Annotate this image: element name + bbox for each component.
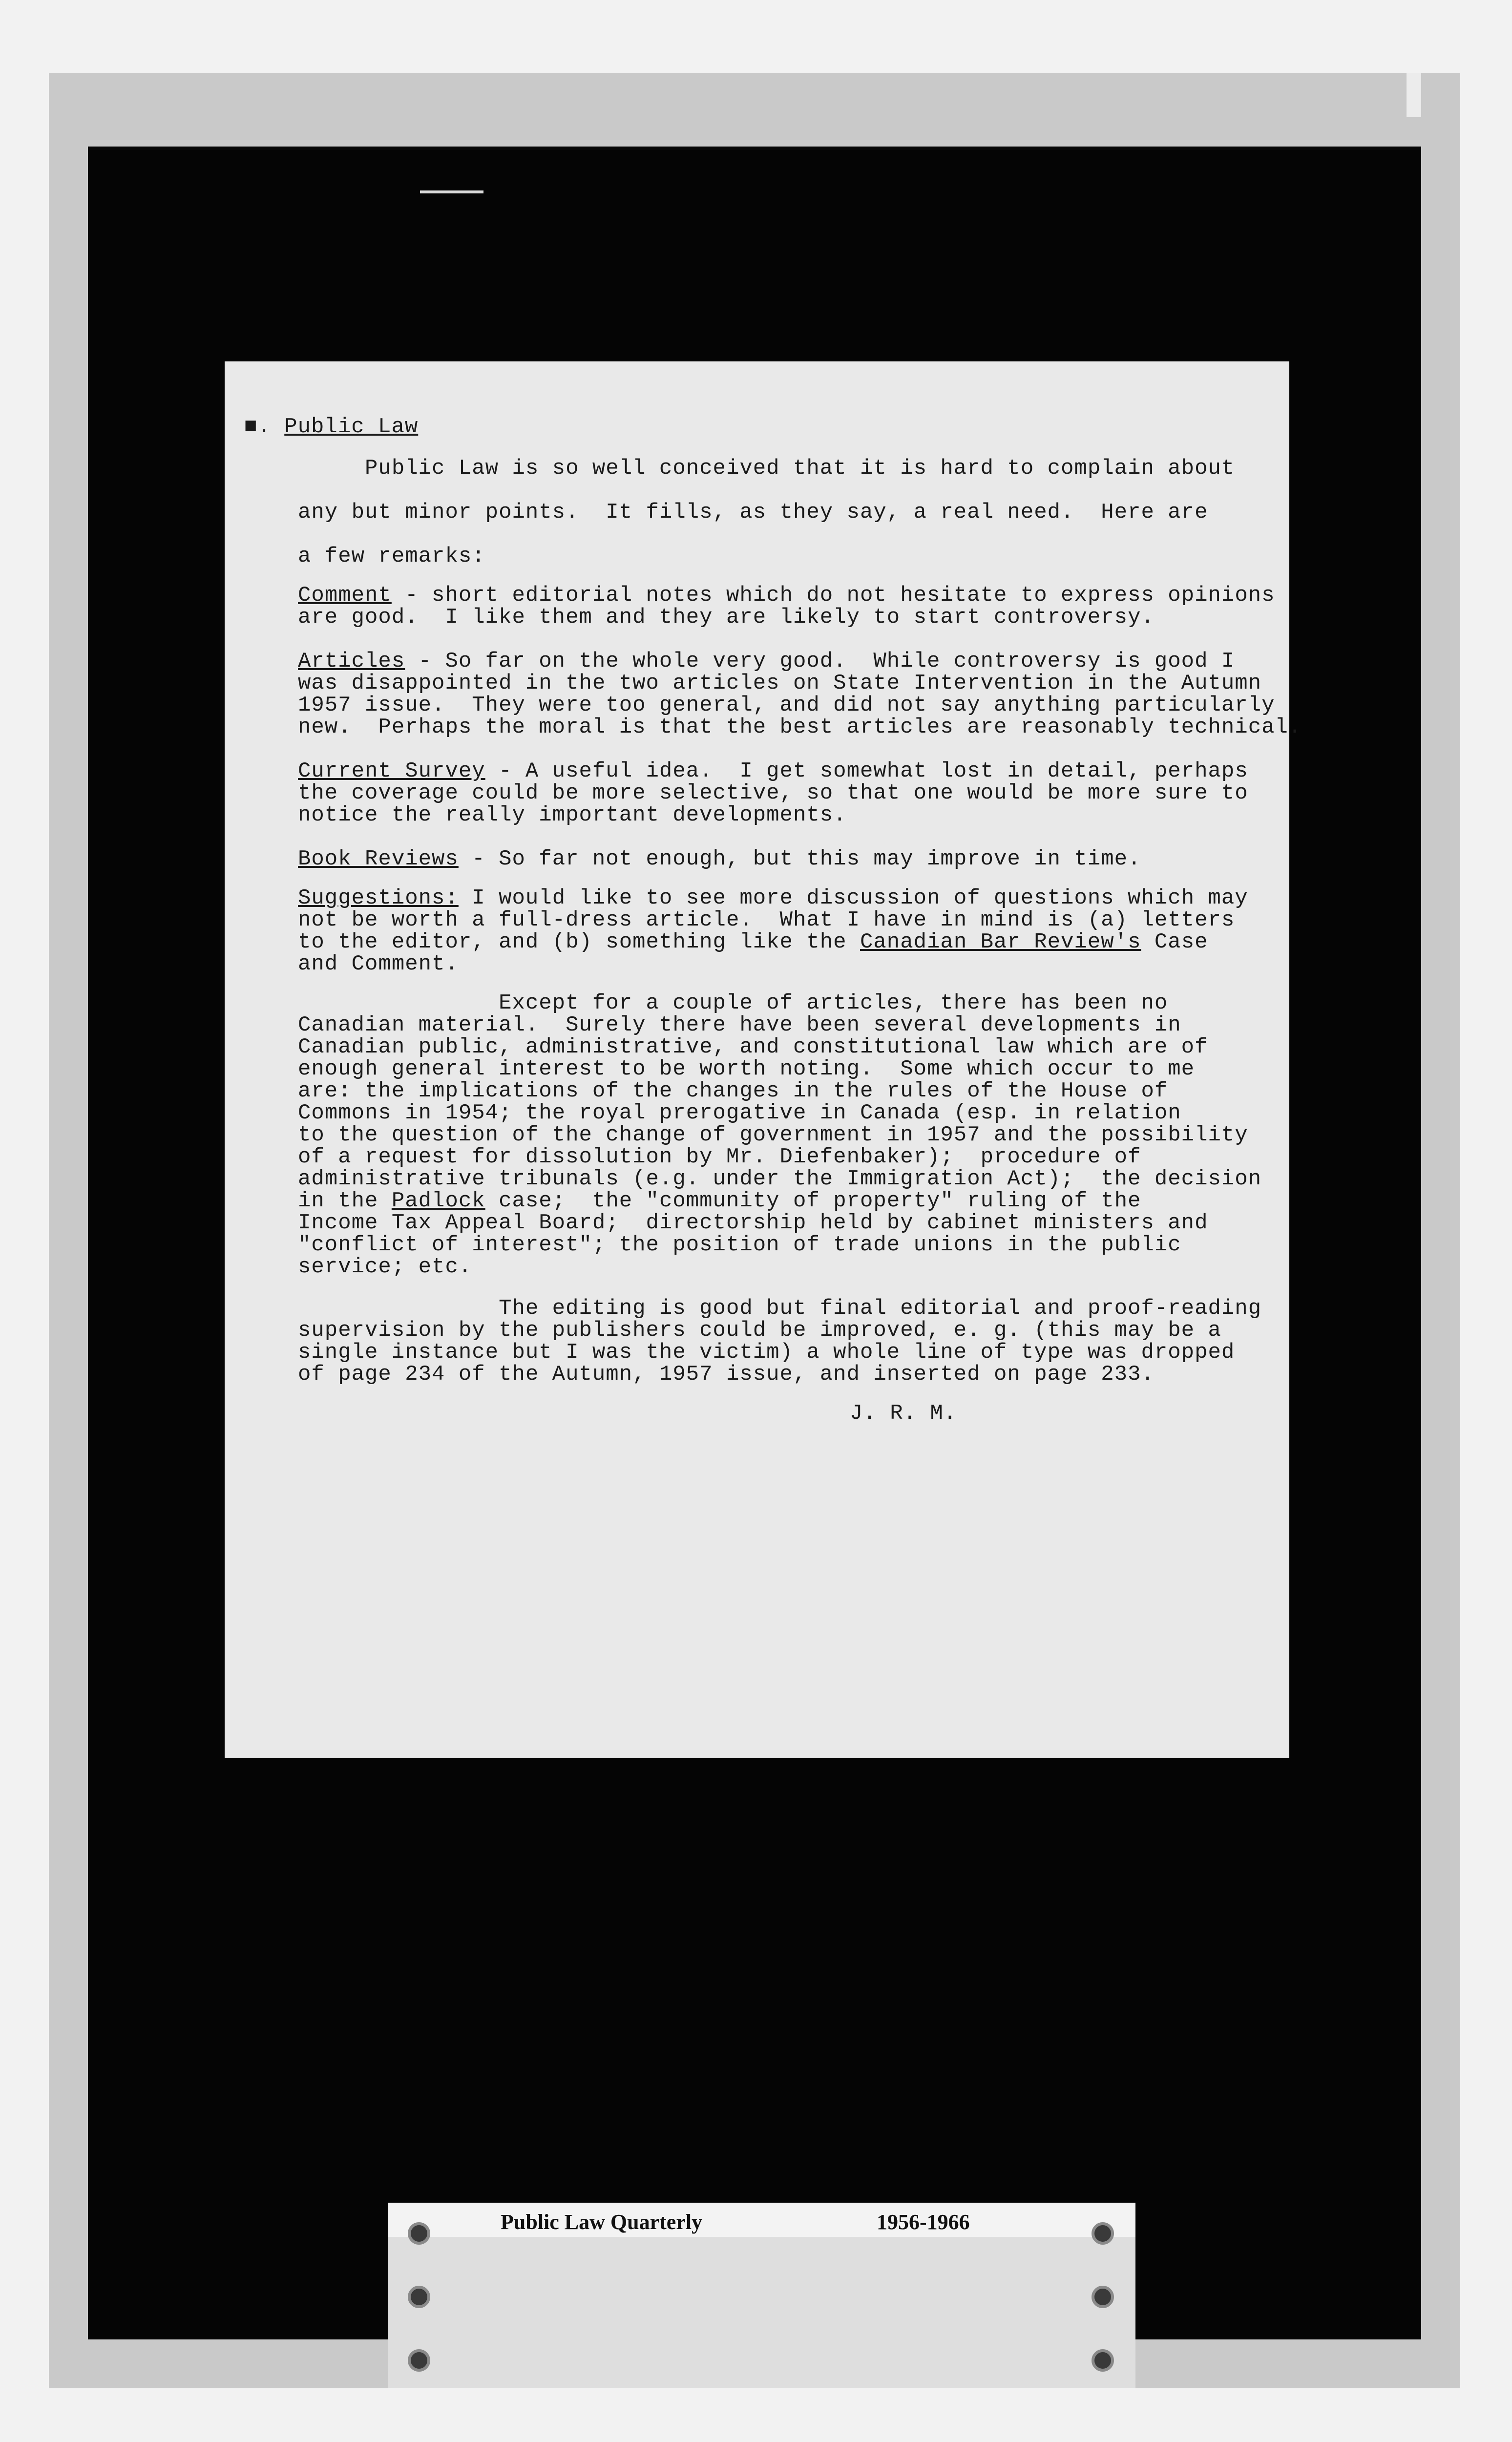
section-heading-comment: Comment (298, 583, 392, 608)
canadian-paragraph-line: "conflict of interest"; the position of trade unions in the public (298, 1233, 1181, 1257)
section-text: - So far not enough, but this may improve in time. (458, 847, 1141, 871)
signature-initials: J. R. M. (850, 1401, 957, 1426)
suggestions-section-line (298, 886, 1248, 910)
punch-hole (408, 2222, 430, 2245)
label-title: Public Law Quarterly (501, 2210, 703, 2234)
suggestions-section-line: and Comment. (298, 952, 459, 976)
intro-line: a few remarks: (298, 544, 485, 568)
punch-hole (1092, 2286, 1114, 2308)
section-text: Case (1141, 930, 1208, 954)
punch-hole (408, 2286, 430, 2308)
section-heading-suggestions: Suggestions: (298, 886, 459, 910)
comment-section-line (298, 584, 1275, 607)
articles-section-line: new. Perhaps the moral is that the best articles are reasonably technical. (298, 715, 1302, 739)
section-text: I would like to see more discussion of questions which may (458, 886, 1248, 910)
paragraph-text: in the (298, 1189, 392, 1213)
section-heading-current-survey: Current Survey (298, 759, 485, 783)
canadian-paragraph-line (298, 1189, 1141, 1213)
intro-line: any but minor points. It fills, as they say, a real need. Here are (298, 500, 1208, 525)
canadian-paragraph-line: Canadian material. Surely there have been several developments in (298, 1013, 1181, 1037)
paragraph-text: case; the "community of property" ruling of the (485, 1189, 1141, 1213)
suggestions-section-line (298, 930, 1208, 954)
frame-mark (420, 190, 483, 193)
canadian-paragraph-line: service; etc. (298, 1255, 472, 1279)
articles-section-line: was disappointed in the two articles on State Intervention in the Autumn (298, 671, 1262, 695)
canadian-paragraph-line: Commons in 1954; the royal prerogative in Canada (esp. in relation (298, 1101, 1181, 1125)
document-page (225, 361, 1302, 1758)
canadian-paragraph-line: administrative tribunals (e.g. under the Immigration Act); the decision (298, 1167, 1262, 1191)
editing-paragraph-line: supervision by the publishers could be improved, e. g. (this may be a (298, 1318, 1221, 1343)
comment-section-line: are good. I like them and they are likely to start controversy. (298, 605, 1155, 630)
articles-section-line: 1957 issue. They were too general, and did not say anything particularly (298, 693, 1275, 717)
section-heading-book-reviews: Book Reviews (298, 847, 459, 871)
book-reviews-section-line (298, 847, 1141, 871)
canadian-paragraph-line: enough general interest to be worth noting. Some which occur to me (298, 1057, 1195, 1081)
label-years: 1956-1966 (877, 2210, 970, 2234)
padlock-case-word: Padlock (391, 1189, 485, 1213)
canadian-bar-review-title: Canadian Bar Review's (860, 930, 1141, 954)
page-title: Public Law (284, 415, 419, 439)
editing-paragraph-line: of page 234 of the Autumn, 1957 issue, and inserted on page 233. (298, 1362, 1155, 1387)
intro-line: Public Law is so well conceived that it is hard to complain about (298, 456, 1235, 481)
canadian-paragraph-line: Canadian public, administrative, and constitutional law which are of (298, 1035, 1208, 1059)
section-text: - So far on the whole very good. While controversy is good I (405, 649, 1235, 674)
punch-hole (408, 2349, 430, 2372)
canadian-paragraph-line: to the question of the change of government in 1957 and the possibility (298, 1123, 1248, 1147)
punch-hole (1092, 2349, 1114, 2372)
section-text: to the editor, and (b) something like the (298, 930, 860, 954)
current-survey-section-line: the coverage could be more selective, so that one would be more sure to (298, 781, 1248, 805)
suggestions-section-line: not be worth a full-dress article. What I have in mind is (a) letters (298, 908, 1235, 932)
canadian-paragraph-line: are: the implications of the changes in the rules of the House of (298, 1079, 1168, 1103)
bullet-mark: ■ (244, 415, 258, 439)
current-survey-section-line: notice the really important developments. (298, 803, 847, 827)
title-prefix: . (257, 415, 285, 439)
frame-notch (1407, 73, 1421, 117)
editing-paragraph-line: The editing is good but final editorial and proof-reading (298, 1296, 1262, 1321)
section-text: - short editorial notes which do not hesitate to express opinions (391, 583, 1275, 608)
punch-hole (1092, 2222, 1114, 2245)
canadian-paragraph-line: of a request for dissolution by Mr. Diefenbaker); procedure of (298, 1145, 1141, 1169)
microfilm-label-card (388, 2203, 1135, 2388)
articles-section-line (298, 650, 1235, 673)
section-text: - A useful idea. I get somewhat lost in detail, perhaps (485, 759, 1248, 783)
canadian-paragraph-line: Income Tax Appeal Board; directorship held by cabinet ministers and (298, 1211, 1208, 1235)
current-survey-section-line (298, 759, 1248, 783)
page-title-line (244, 415, 418, 439)
section-heading-articles: Articles (298, 649, 405, 674)
canadian-paragraph-line: Except for a couple of articles, there has been no (298, 991, 1168, 1015)
editing-paragraph-line: single instance but I was the victim) a whole line of type was dropped (298, 1340, 1235, 1365)
